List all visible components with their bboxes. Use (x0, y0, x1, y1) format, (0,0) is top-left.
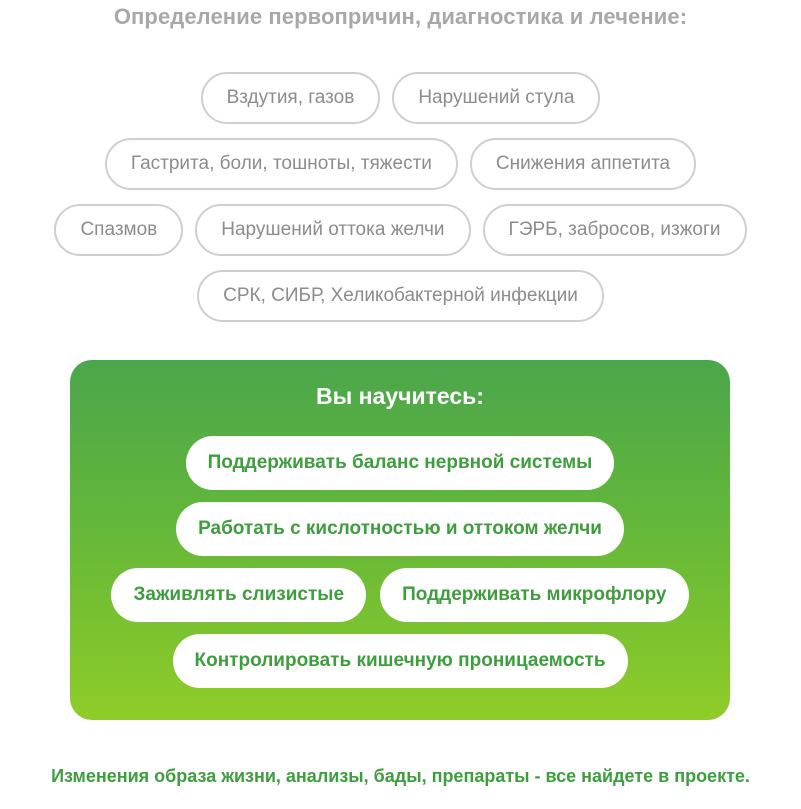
skills-card-title: Вы научитесь: (316, 383, 484, 409)
tag-bloating: Вздутия, газов (201, 72, 381, 124)
tag-stool-disorders: Нарушений стула (392, 72, 600, 124)
tag-gastritis: Гастрита, боли, тошноты, тяжести (105, 138, 458, 190)
skills-list (70, 436, 730, 700)
tag-row (0, 270, 801, 322)
footer-text: Изменения образа жизни, анализы, бады, препараты - все найдете в проекте. (51, 766, 750, 786)
tag-row (0, 72, 801, 124)
skill-gut-permeability: Контролировать кишечную проницаемость (173, 634, 628, 688)
tag-gerd: ГЭРБ, забросов, изжоги (483, 204, 747, 256)
skills-card (70, 360, 730, 720)
skill-row (70, 436, 730, 490)
tag-bile-outflow: Нарушений оттока желчи (195, 204, 470, 256)
tag-row (0, 204, 801, 256)
skill-row (70, 502, 730, 556)
skill-row (70, 568, 730, 622)
tag-spasms: Спазмов (54, 204, 183, 256)
tag-row (0, 138, 801, 190)
tag-appetite-loss: Снижения аппетита (470, 138, 696, 190)
section-heading: Определение первопричин, диагностика и лечение: (113, 4, 688, 29)
skill-heal-mucosa: Заживлять слизистые (111, 568, 366, 622)
skill-microflora: Поддерживать микрофлору (380, 568, 688, 622)
symptom-tags (0, 72, 801, 336)
tag-ibs-sibo-helicobacter: СРК, СИБР, Хеликобактерной инфекции (197, 270, 604, 322)
skill-acidity-bile: Работать с кислотностью и оттоком желчи (176, 502, 624, 556)
skill-row (70, 634, 730, 688)
skill-nervous-system: Поддерживать баланс нервной системы (186, 436, 615, 490)
